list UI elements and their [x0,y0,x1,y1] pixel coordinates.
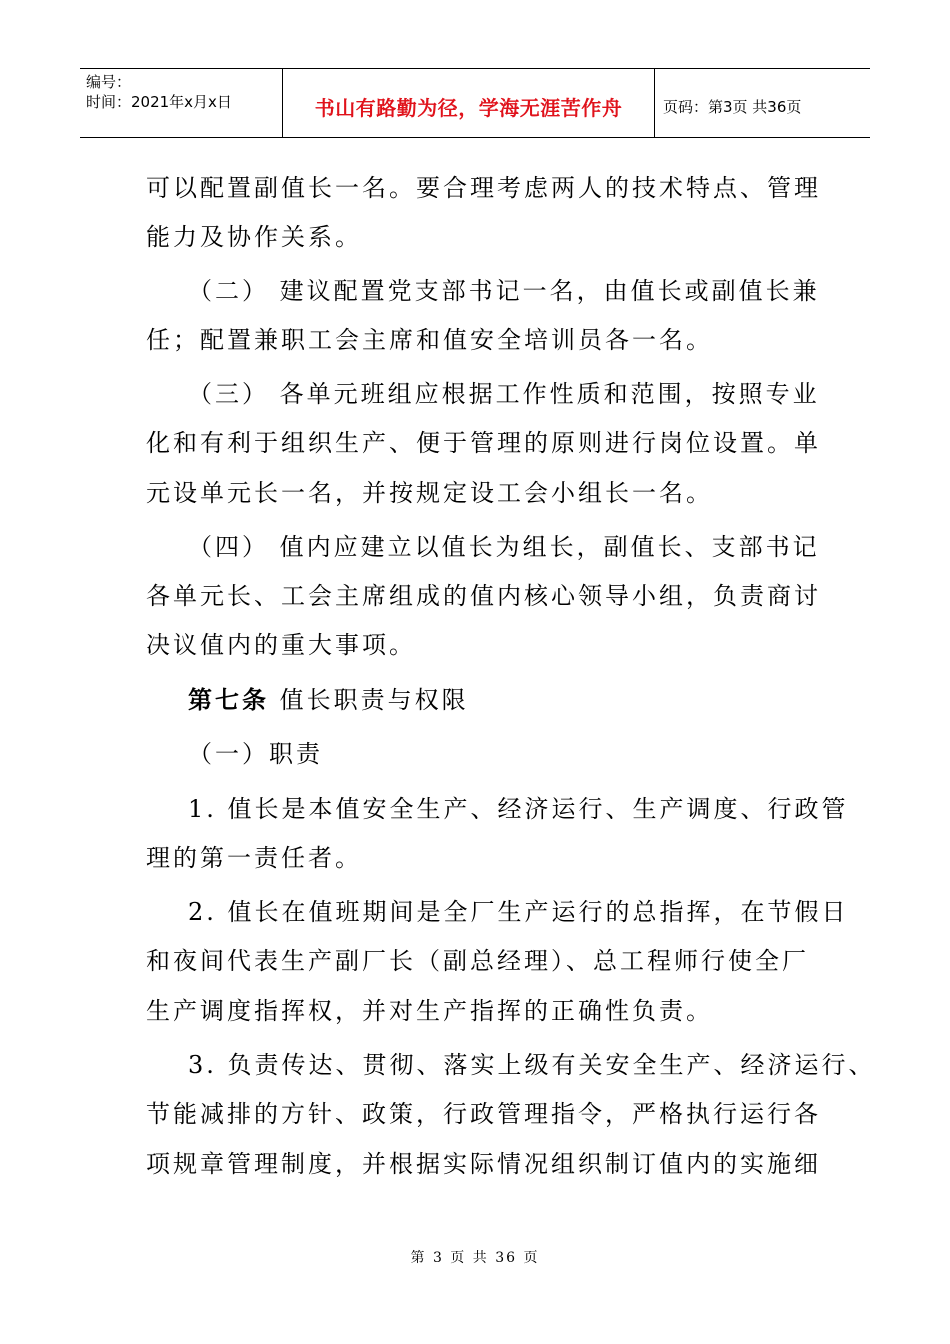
body-line: （二） 建议配置党支部书记一名，由值长或副值长兼 [188,277,820,305]
body-line: 决议值内的重大事项。 [146,631,416,659]
body-line: 节能减排的方针、政策，行政管理指令，严格执行运行各 [146,1100,821,1128]
article-title: 值长职责与权限 [279,686,469,714]
body-line: 项规章管理制度，并根据实际情况组织制订值内的实施细 [146,1150,821,1178]
body-line: 生产调度指挥权，并对生产指挥的正确性负责。 [146,997,713,1025]
article-heading [188,684,469,716]
header-page-info: 页码：第3页 共36页 [663,97,802,116]
body-line: 元设单元长一名，并按规定设工会小组长一名。 [146,479,713,507]
body-line: （一）职责 [188,740,323,768]
body-line: 和夜间代表生产副厂长（副总经理）、总工程师行使全厂 [146,947,809,975]
header-meta [80,69,283,137]
header-page-info-cell [655,69,870,137]
page-footer: 第 3 页 共 36 页 [410,1250,540,1266]
body-line: 1. 值长是本值安全生产、经济运行、生产调度、行政管 [188,795,849,823]
body-line: 理的第一责任者。 [146,844,362,872]
body-line: （三） 各单元班组应根据工作性质和范围，按照专业 [188,380,820,408]
body-line: 任；配置兼职工会主席和值安全培训员各一名。 [146,326,713,354]
page-header [80,68,870,138]
body-line: 各单元长、工会主席组成的值内核心领导小组，负责商讨 [146,582,821,610]
body-line: （四） 值内应建立以值长为组长，副值长、支部书记 [188,533,820,561]
header-motto-cell [283,69,655,137]
header-number-label: 编号： [86,73,132,91]
article-number: 第七条 [188,685,269,714]
header-time-label: 时间：2021年x月x日 [86,93,232,111]
body-line: 3. 负责传达、贯彻、落实上级有关安全生产、经济运行、 [188,1051,876,1079]
body-line: 化和有利于组织生产、便于管理的原则进行岗位设置。单 [146,429,821,457]
header-motto: 书山有路勤为径，学海无涯苦作舟 [314,95,623,120]
body-line: 可以配置副值长一名。要合理考虑两人的技术特点、管理 [146,174,821,202]
body-line: 2. 值长在值班期间是全厂生产运行的总指挥，在节假日 [188,898,849,926]
body-line: 能力及协作关系。 [146,223,362,251]
